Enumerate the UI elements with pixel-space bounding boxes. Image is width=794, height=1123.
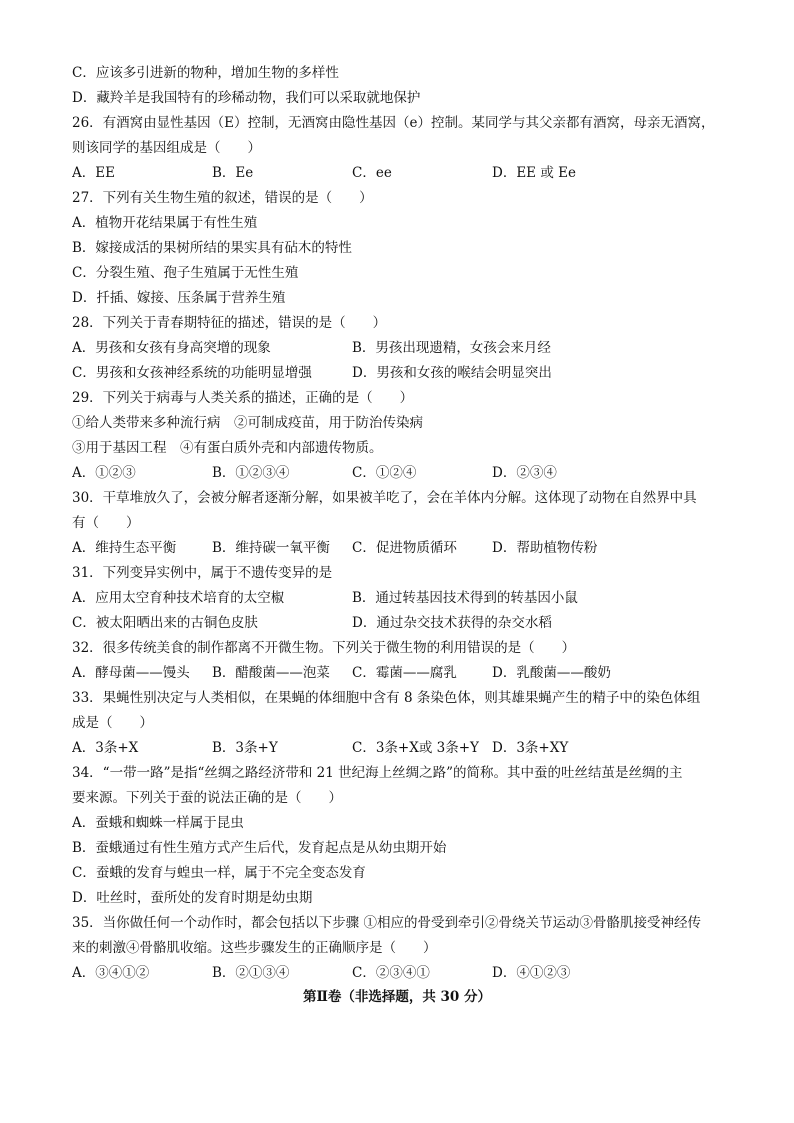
q33-stem-line2: 成是（ ） bbox=[72, 715, 153, 731]
q34-stem-line2: 要来源。下列关于蚕的说法正确的是（ ） bbox=[72, 790, 342, 806]
q27-option-b: B．嫁接成活的果树所结的果实具有砧木的特性 bbox=[72, 240, 352, 256]
q28-options-row1 bbox=[72, 336, 732, 360]
q32-option-c: C．霉菌——腐乳 bbox=[352, 665, 457, 681]
q27-stem: 27．下列有关生物生殖的叙述，错误的是（ ） bbox=[72, 190, 373, 206]
q29-stem: 29．下列关于病毒与人类关系的描述，正确的是（ ） bbox=[72, 390, 414, 406]
q35-stem-line1: 35．当你做任何一个动作时，都会包括以下步骤 ①相应的骨受到牵引②骨绕关节运动③骨骼肌接受神经传 bbox=[72, 915, 701, 931]
q35-options-row bbox=[72, 961, 732, 985]
q35-option-b: B．②①③④ bbox=[212, 965, 290, 981]
q29-statements-line2: ③用于基因工程 ④有蛋白质外壳和内部遗传物质。 bbox=[72, 440, 383, 456]
q26-stem-line2: 则该同学的基因组成是（ ） bbox=[72, 140, 261, 156]
q34-option-c: C．蚕蛾的发育与蝗虫一样，属于不完全变态发育 bbox=[72, 865, 366, 881]
q25-option-d: D．藏羚羊是我国特有的珍稀动物，我们可以采取就地保护 bbox=[72, 90, 421, 106]
q34-option-a: A．蚕蛾和蜘蛛一样属于昆虫 bbox=[72, 815, 244, 831]
q26-option-c: C．ee bbox=[352, 165, 392, 181]
q29-options-row bbox=[72, 461, 732, 485]
q33-option-b: B．3条+Y bbox=[212, 740, 278, 756]
q32-option-d: D．乳酸菌——酸奶 bbox=[492, 665, 611, 681]
q25-option-c: C．应该多引进新的物种，增加生物的多样性 bbox=[72, 65, 339, 81]
q33-stem-line1: 33．果蝇性别决定与人类相似，在果蝇的体细胞中含有 8 条染色体，则其雄果蝇产生的精子中的染色体组 bbox=[72, 690, 701, 706]
q28-option-c: C．男孩和女孩神经系统的功能明显增强 bbox=[72, 365, 312, 381]
q35-option-c: C．②③④① bbox=[352, 965, 430, 981]
q32-option-b: B．醋酸菌——泡菜 bbox=[212, 665, 330, 681]
q32-stem: 32．很多传统美食的制作都离不开微生物。下列关于微生物的利用错误的是（ ） bbox=[72, 640, 576, 656]
q30-option-b: B．维持碳一氧平衡 bbox=[212, 540, 330, 556]
q29-option-c: C．①②④ bbox=[352, 465, 417, 481]
q30-stem-line2: 有（ ） bbox=[72, 515, 140, 531]
q28-options-row2 bbox=[72, 361, 732, 385]
q26-stem-line1: 26．有酒窝由显性基因（E）控制，无酒窝由隐性基因（e）控制。某同学与其父亲都有酒窝，母亲无酒窝， bbox=[72, 115, 715, 131]
q31-option-d: D．通过杂交技术获得的杂交水稻 bbox=[352, 615, 552, 631]
q29-option-b: B．①②③④ bbox=[212, 465, 290, 481]
q31-option-c: C．被太阳晒出来的古铜色皮肤 bbox=[72, 615, 258, 631]
q27-option-a: A．植物开花结果属于有性生殖 bbox=[72, 215, 258, 231]
q27-option-c: C．分裂生殖、孢子生殖属于无性生殖 bbox=[72, 265, 299, 281]
q35-stem-line2: 来的刺激④骨骼肌收缩。这些步骤发生的正确顺序是（ ） bbox=[72, 940, 437, 956]
q27-option-d: D．扦插、嫁接、压条属于营养生殖 bbox=[72, 290, 286, 306]
q34-stem-line1: 34．“一带一路”是指“丝绸之路经济带和 21 世纪海上丝绸之路”的简称。其中蚕的吐丝结茧是丝绸的主 bbox=[72, 765, 683, 781]
q33-option-c: C．3条+X或 3条+Y bbox=[352, 740, 479, 756]
q32-options-row bbox=[72, 661, 732, 685]
q33-option-a: A．3条+X bbox=[72, 740, 139, 756]
q34-option-b: B．蚕蛾通过有性生殖方式产生后代，发育起点是从幼虫期开始 bbox=[72, 840, 447, 856]
q33-options-row bbox=[72, 736, 732, 760]
q28-option-d: D．男孩和女孩的喉结会明显突出 bbox=[352, 365, 552, 381]
q28-option-a: A．男孩和女孩有身高突增的现象 bbox=[72, 340, 271, 356]
q35-option-d: D．④①②③ bbox=[492, 965, 571, 981]
q35-option-a: A．③④①② bbox=[72, 965, 150, 981]
q26-option-d: D．EE 或 Ee bbox=[492, 165, 576, 181]
q31-option-b: B．通过转基因技术得到的转基因小鼠 bbox=[352, 590, 578, 606]
q33-option-d: D．3条+XY bbox=[492, 740, 569, 756]
q31-option-a: A．应用太空育种技术培育的太空椒 bbox=[72, 590, 285, 606]
q29-option-a: A．①②③ bbox=[72, 465, 136, 481]
q28-stem: 28．下列关于青春期特征的描述，错误的是（ ） bbox=[72, 315, 387, 331]
q31-stem: 31．下列变异实例中，属于不遗传变异的是 bbox=[72, 565, 333, 581]
q32-option-a: A．酵母菌——馒头 bbox=[72, 665, 190, 681]
section-ii-title: 第Ⅱ卷（非选择题，共 30 分） bbox=[302, 989, 492, 1005]
q30-stem-line1: 30．干草堆放久了，会被分解者逐渐分解，如果被羊吃了，会在羊体内分解。这体现了动物在自然界中具 bbox=[72, 490, 697, 506]
q29-statements-line1: ①给人类带来多种流行病 ②可制成疫苗，用于防治传染病 bbox=[72, 415, 423, 431]
q26-option-a: A．EE bbox=[72, 165, 115, 181]
q31-options-row2 bbox=[72, 611, 732, 635]
q26-option-b: B．Ee bbox=[212, 165, 254, 181]
q30-options-row bbox=[72, 536, 732, 560]
q34-option-d: D．吐丝时，蚕所处的发育时期是幼虫期 bbox=[72, 890, 313, 906]
q31-options-row1 bbox=[72, 586, 732, 610]
q28-option-b: B．男孩出现遗精，女孩会来月经 bbox=[352, 340, 551, 356]
q30-option-d: D．帮助植物传粉 bbox=[492, 540, 598, 556]
q30-option-a: A．维持生态平衡 bbox=[72, 540, 177, 556]
q30-option-c: C．促进物质循环 bbox=[352, 540, 457, 556]
q29-option-d: D．②③④ bbox=[492, 465, 557, 481]
q26-options-row bbox=[72, 161, 732, 185]
